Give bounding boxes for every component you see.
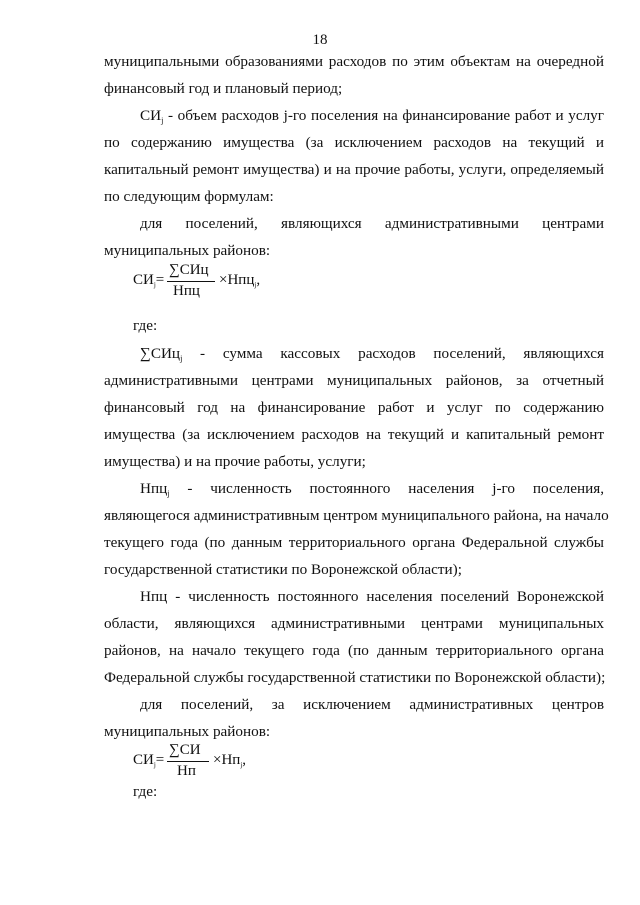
text-line: районов, на начало текущего года (по данным территориального органа [104, 642, 604, 659]
formula-denominator: Нпц [173, 283, 200, 299]
where-label: где: [133, 317, 158, 334]
text-line: муниципальными образованиями расходов по этим объектам на очередной [104, 53, 604, 70]
subscript: j [167, 489, 170, 498]
text-line: являющегося административным центром муниципального района, на начало [104, 507, 609, 524]
formula-rhs: ×Нпц$_j$, [219, 272, 261, 289]
text-line: административными центрами муниципальных районов, за отчетный [104, 372, 604, 389]
text-line: для поселений, являющихся административными центрами [140, 215, 604, 232]
text-line [140, 344, 604, 369]
text-line: текущего года (по данным территориального органа Федеральной службы [104, 534, 604, 551]
text-line [140, 106, 604, 131]
text-line: по следующим формулам: [104, 188, 274, 205]
text-line [140, 479, 604, 504]
page-number: 18 [312, 32, 328, 48]
text: - численность постоянного населения j-го поселения, [169, 480, 604, 497]
text-line: государственной статистики по Воронежской области); [104, 561, 462, 578]
formula-1 [133, 262, 333, 302]
subscript: j [180, 354, 183, 363]
where-label: где: [133, 783, 158, 800]
text: - объем расходов j-го поселения на финансирование работ и услуг [163, 107, 604, 124]
fraction-bar [167, 761, 209, 762]
subscript: j [161, 116, 164, 125]
formula-lhs: $СИ_j=$ [133, 752, 165, 769]
text-line: финансовый год и плановый период; [104, 80, 343, 97]
formula-denominator: Нп [177, 763, 196, 779]
text: - сумма кассовых расходов поселений, являющихся [182, 345, 604, 362]
text-line: муниципальных районов: [104, 242, 271, 259]
symbol: Нпц [140, 480, 168, 497]
formula-rhs: $\times Нп_j$, [213, 752, 247, 769]
text-line: Федеральной службы государственной статистики по Воронежской области); [104, 669, 606, 686]
text-line: финансовый год на финансирование работ и услуг по содержанию [104, 399, 604, 416]
text-line: для поселений, за исключением административных центров [140, 696, 604, 713]
symbol: ∑СИц [140, 345, 181, 362]
text-line: имущества (за исключением расходов на текущий и капитальный ремонт [104, 426, 604, 443]
text-line: области, являющихся административными центрами муниципальных [104, 615, 604, 632]
text-line: муниципальных районов: [104, 723, 271, 740]
formula-numerator: ∑СИц [169, 262, 209, 278]
text-line: капитальный ремонт имущества) и на прочие работы, услуги, определяемый [104, 161, 604, 178]
formula-numerator: ∑СИ [169, 742, 201, 758]
text-line: имущества) и на прочие работы, услуги; [104, 453, 366, 470]
fraction-bar [167, 281, 215, 282]
text-line: по содержанию имущества (за исключением расходов на текущий и [104, 134, 604, 151]
formula-lhs: $СИ_j=$ [133, 272, 165, 289]
formula-2 [133, 742, 333, 782]
symbol: СИ [140, 107, 162, 124]
text-line: Нпц - численность постоянного населения поселений Воронежской [140, 588, 604, 605]
